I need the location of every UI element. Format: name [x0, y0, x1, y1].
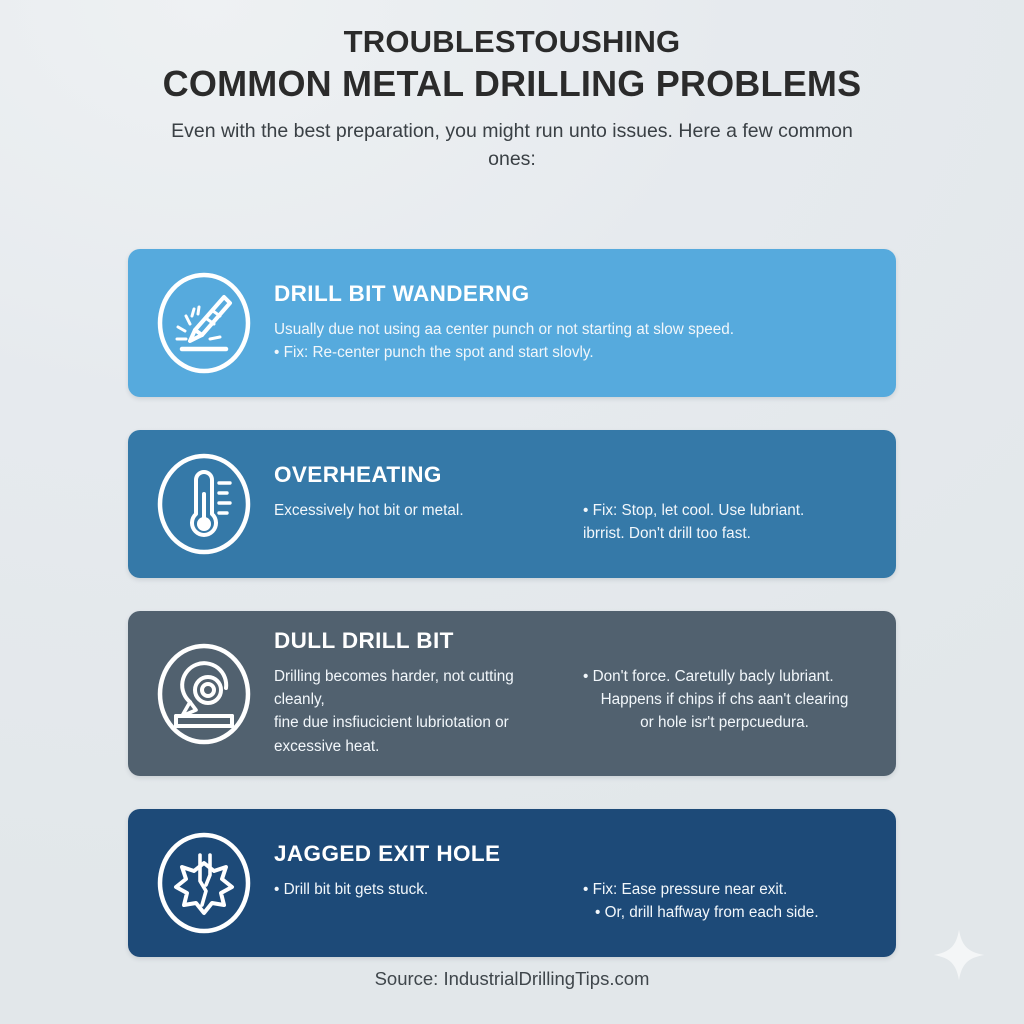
card-text-line: Happens if chips if chs aan't clearing: [600, 691, 849, 709]
card-title: DULL DRILL BIT: [274, 628, 454, 654]
card-body: [274, 629, 870, 758]
card-text-column-right: [583, 499, 866, 546]
thermometer-icon: [150, 448, 258, 560]
card-text: [274, 665, 866, 758]
card-text-line: • Or, drill haffway from each side.: [595, 903, 819, 921]
card-text-line: • Don't force. Caretully bacly lubriant.: [583, 667, 834, 685]
problem-cards-list: [0, 249, 1024, 957]
card-text-line: Usually due not using aa center punch or not starting at slow speed.: [274, 320, 735, 338]
card-text-line: • Drill bit bit gets stuck.: [274, 880, 429, 898]
card-text-line: ibrrist. Don't drill too fast.: [583, 525, 751, 543]
header: [0, 0, 1024, 173]
card-text-line: • Fix: Stop, let cool. Use lubriant.: [583, 501, 805, 519]
card-title: JAGGED EXIT HOLE: [274, 840, 501, 866]
card-text-line: Drilling becomes harder, not cutting cleanly,: [274, 667, 514, 709]
card-text-column-left: [274, 665, 557, 758]
card-text-line: • Fix: Re-center punch the spot and start slovly.: [274, 344, 594, 362]
card-text-line: or hole isr't perpcuedura.: [640, 714, 809, 732]
card-body: [274, 463, 870, 545]
card-title: OVERHEATING: [274, 462, 442, 488]
card-text-line: • Fix: Ease pressure near exit.: [583, 880, 788, 898]
jagged-hole-icon: [150, 827, 258, 939]
problem-card-jagged-exit-hole: [128, 809, 896, 957]
page-title-line-2: COMMON METAL DRILLING PROBLEMS: [162, 62, 862, 104]
problem-card-dull-drill-bit: [128, 611, 896, 776]
card-text-column-right: [583, 878, 866, 925]
card-text: [274, 499, 866, 546]
page-title-line-1: TROUBLESTOUSHING: [343, 24, 681, 59]
card-text-column-left: [274, 499, 557, 546]
problem-card-drill-bit-wandering: [128, 249, 896, 397]
drill-bit-wandering-icon: [150, 267, 258, 379]
card-text-line: Excessively hot bit or metal.: [274, 501, 464, 519]
card-text: [274, 878, 866, 925]
page-subtitle: Even with the best preparation, you might run unto issues. Here a few common ones:: [171, 119, 853, 170]
card-text-line: excessive heat.: [274, 737, 380, 755]
source-footer: Source: IndustrialDrillingTips.com: [374, 968, 650, 989]
grinder-wheel-icon: [150, 638, 258, 750]
card-text-column-left: [274, 878, 557, 925]
card-body: [274, 842, 870, 924]
card-body: [274, 282, 870, 364]
card-text: [274, 318, 866, 365]
card-text-line: fine due insfiucicient lubriotation or: [274, 714, 509, 732]
card-title: DRILL BIT WANDERNG: [274, 281, 530, 307]
problem-card-overheating: [128, 430, 896, 578]
card-text-column-right: [583, 665, 866, 758]
